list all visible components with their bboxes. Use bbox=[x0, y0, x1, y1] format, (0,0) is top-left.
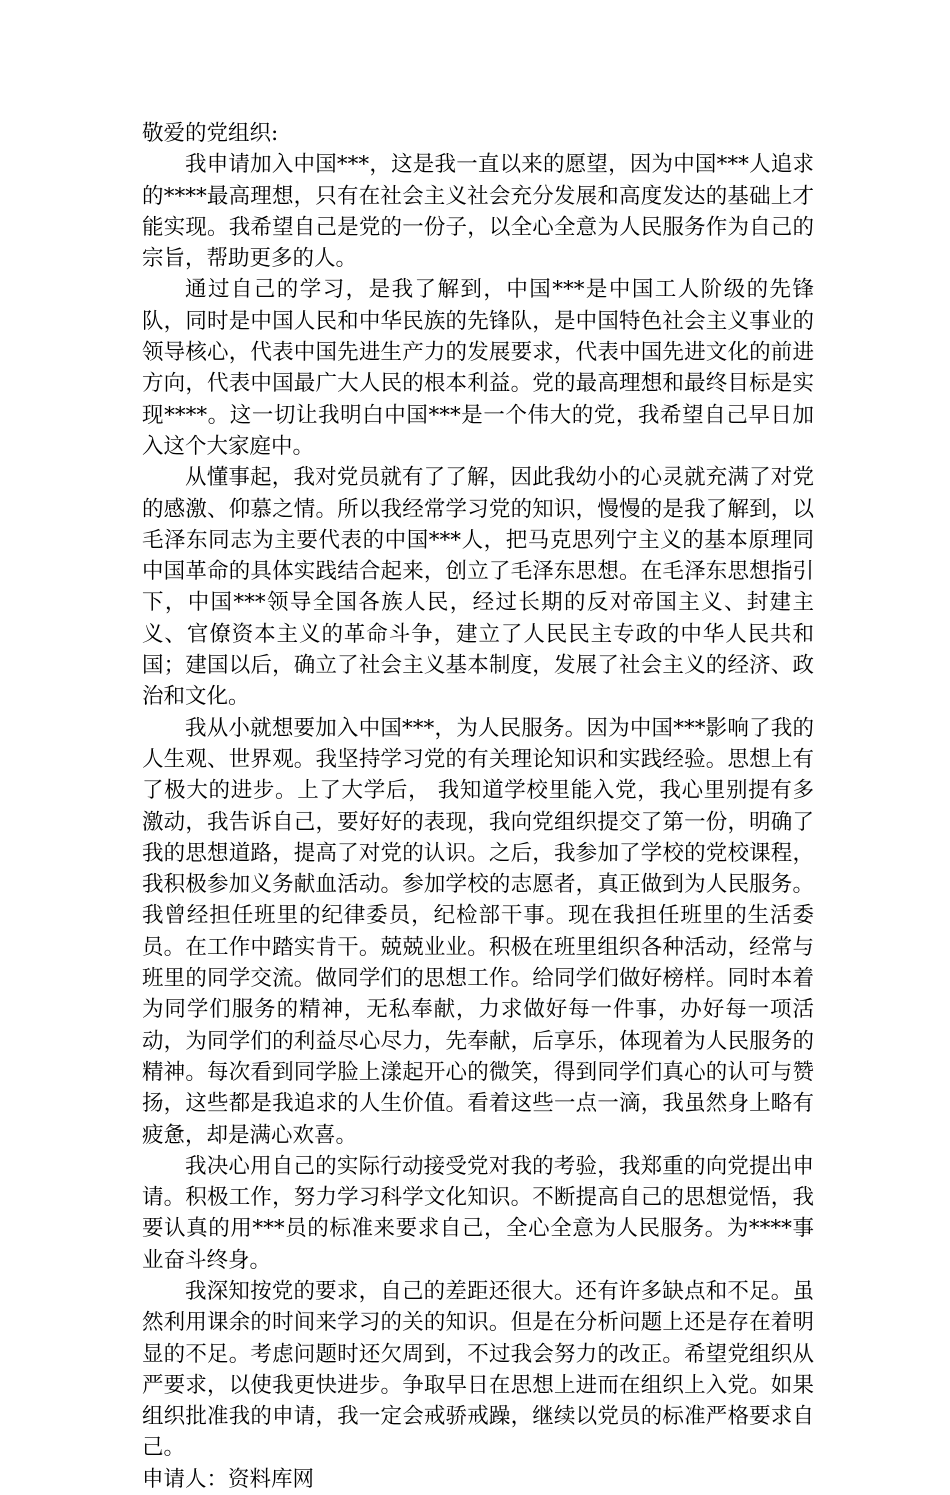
signature-line: 申请人：资料库网 bbox=[142, 1466, 315, 1492]
greeting-line: 敬爱的党组织: bbox=[142, 121, 279, 146]
paragraph-2: 通过自己的学习，是我了解到，中国***是中国工人阶级的先锋队，同时是中国人民和中华民族的先锋队，是中国特色社会主义事业的领导核心，代表中国先进生产力的发展要求，代表中国先进文化的前进方向，代表中国最广大人民的根本利益。党的最高理想和最终目标是实现****。这一切让我明白中国***是一个伟大的党，我希望自己早日加入这个大家庭中。 bbox=[142, 277, 814, 459]
paragraph-4: 我从小就想要加入中国***，为人民服务。因为中国***影响了我的人生观、世界观。我坚持学习党的有关理论知识和实践经验。思想上有了极大的进步。上了大学后， 我知道学校里能入党，我心里别提有多激动，我告诉自己，要好好的表现，我向党组织提交了第一份，明确了我的思想道路，提高了对党的认识。之后，我参加了学校的党校课程，我积极参加义务献血活动。参加学校的志愿者，真正做到为人民服务。我曾经担任班里的纪律委员，纪检部干事。现在我担任班里的生活委员。在工作中踏实肯干。兢兢业业。积极在班里组织各种活动，经常与班里的同学交流。做同学们的思想工作。给同学们做好榜样。同时本着为同学们服务的精神，无私奉献，力求做好每一件事，办好每一项活动，为同学们的利益尽心尽力，先奉献，后享乐，体现着为人民服务的精神。每次看到同学脸上漾起开心的微笑，得到同学们真心的认可与赞扬，这些都是我追求的人生价值。看着这些一点一滴，我虽然身上略有疲惫，却是满心欢喜。 bbox=[142, 715, 814, 1148]
paragraph-5: 我决心用自己的实际行动接受党对我的考验，我郑重的向党提出申请。积极工作，努力学习科学文化知识。不断提高自己的思想觉悟，我要认真的用***员的标准来要求自己，全心全意为人民服务。为****事业奋斗终身。 bbox=[142, 1153, 814, 1273]
paragraph-6: 我深知按党的要求，自己的差距还很大。还有许多缺点和不足。虽然利用课余的时间来学习的关的知识。但是在分析问题上还是存在着明显的不足。考虑问题时还欠周到，不过我会努力的改正。希望党组织从严要求，以使我更快进步。争取早日在思想上进而在组织上入党。如果组织批准我的申请，我一定会戒骄戒躁，继续以党员的标准严格要求自己。 bbox=[142, 1278, 814, 1461]
letter-body bbox=[142, 118, 814, 1495]
paragraph-3: 从懂事起，我对党员就有了了解，因此我幼小的心灵就充满了对党的感激、仰慕之情。所以我经常学习党的知识，慢慢的是我了解到，以毛泽东同志为主要代表的中国***人，把马克思列宁主义的基本原理同中国革命的具体实践结合起来，创立了毛泽东思想。在毛泽东思想指引下，中国***领导全国各族人民，经过长期的反对帝国主义、封建主义、官僚资本主义的革命斗争，建立了人民民主专政的中华人民共和国；建国以后，确立了社会主义基本制度，发展了社会主义的经济、政治和文化。 bbox=[142, 465, 814, 710]
paragraph-1: 我申请加入中国***，这是我一直以来的愿望，因为中国***人追求的****最高理想，只有在社会主义社会充分发展和高度发达的基础上才能实现。我希望自己是党的一份子，以全心全意为人民服务作为自己的宗旨，帮助更多的人。 bbox=[142, 152, 814, 272]
